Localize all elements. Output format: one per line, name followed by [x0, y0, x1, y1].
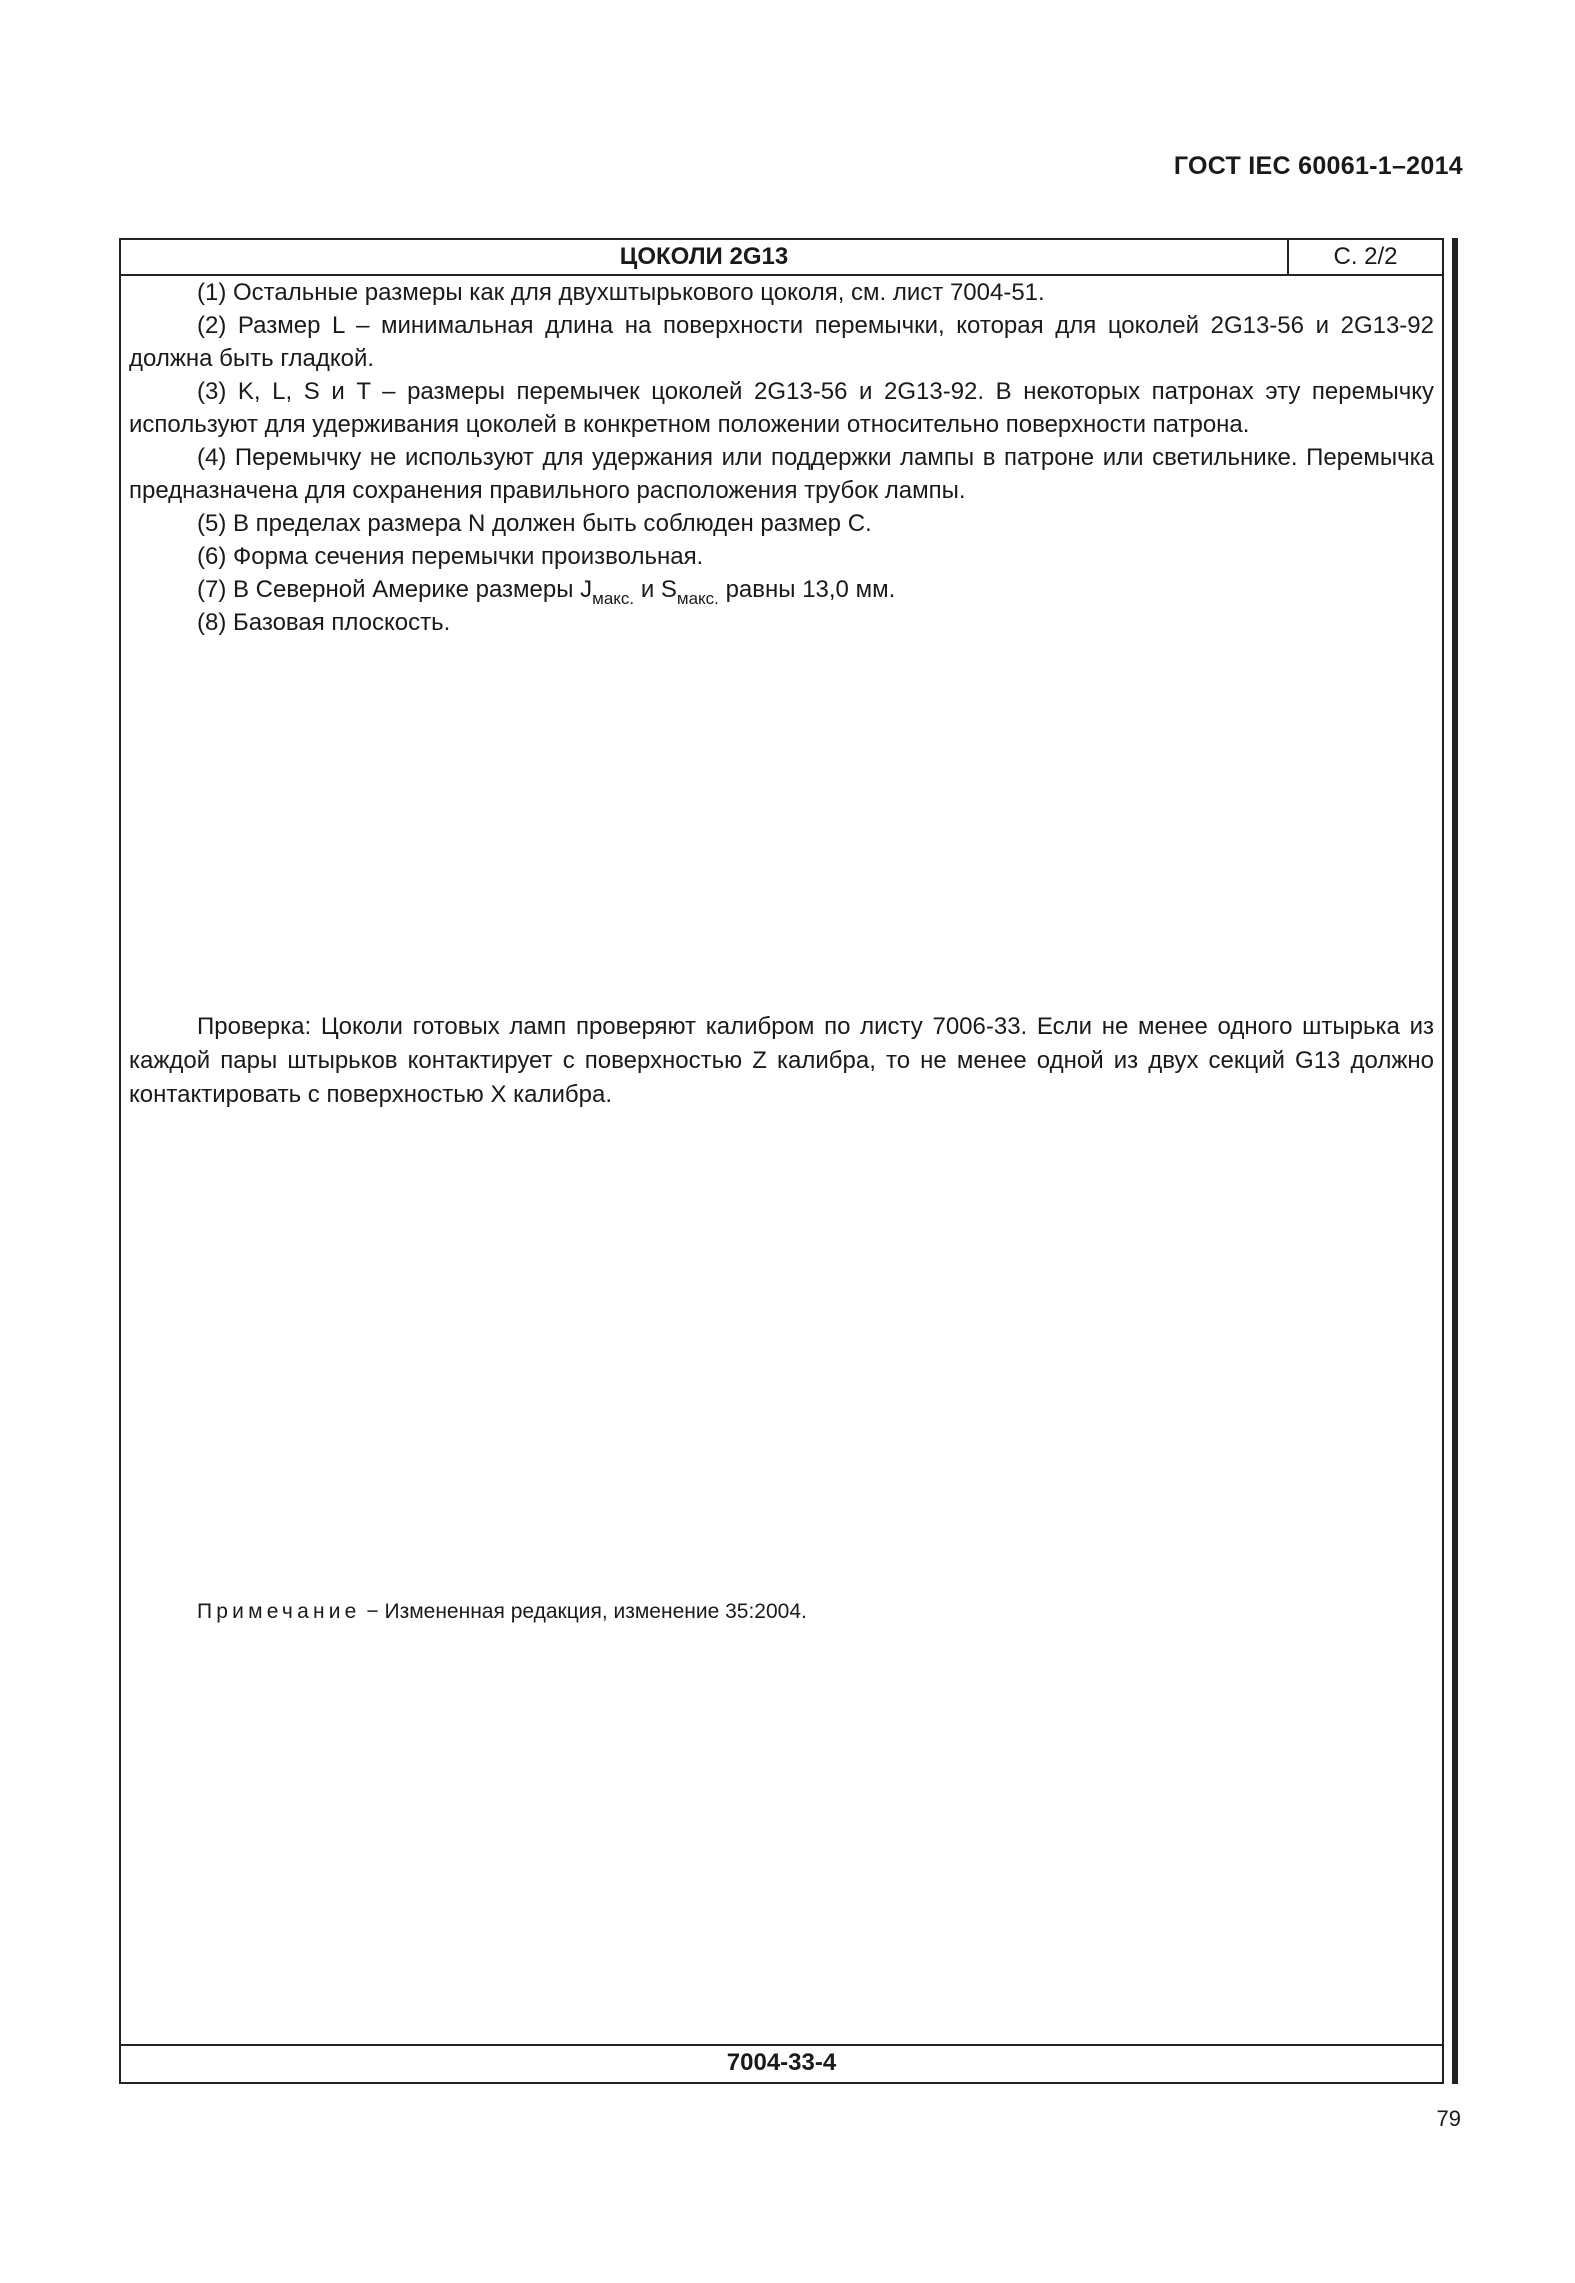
sheet-title: ЦОКОЛИ 2G13 [121, 240, 1289, 274]
verification-text: Проверка: Цоколи готовых ламп проверяют калибром по листу 7006-33. Если не менее одного штырька из каждой пары штырьков контактирует с поверхностью Z калибра, то не менее одной из двух секций G13 должно контактировать с поверхностью X калибра. [129, 1013, 1434, 1108]
note-7-prefix: (7) В Северной Америке размеры J [197, 576, 593, 603]
amendment-note [197, 1597, 1434, 1627]
note-5: (5) В пределах размера N должен быть соблюден размер С. [197, 510, 872, 537]
note-4: (4) Перемычку не используют для удержания или поддержки лампы в патроне или светильнике. Перемычка предназначена для сохранения правильного расположения трубок лампы. [129, 444, 1434, 504]
sheet-frame [119, 238, 1444, 2084]
note-2: (2) Размер L – минимальная длина на поверхности перемычки, которая для цоколей 2G13-56 и 2G13-92 должна быть гладкой. [129, 312, 1434, 372]
note-7-suffix: равны 13,0 мм. [718, 576, 896, 603]
verification-paragraph [129, 1010, 1434, 1112]
amendment-note-label: Примечание [197, 1600, 361, 1623]
note-7-mid: и S [634, 576, 677, 603]
sheet-code: 7004-33-4 [121, 2044, 1442, 2082]
amendment-note-text: − Измененная редакция, изменение 35:2004. [360, 1600, 807, 1623]
standard-title: ГОСТ IEC 60061-1–2014 [1173, 152, 1463, 180]
sheet-header [121, 240, 1442, 276]
note-8: (8) Базовая плоскость. [197, 609, 451, 636]
note-7-subscript-s: макс. [676, 589, 719, 608]
note-1: (1) Остальные размеры как для двухштырькового цоколя, см. лист 7004-51. [197, 279, 1045, 306]
note-7 [129, 573, 1434, 606]
notes-list [129, 276, 1434, 639]
note-6: (6) Форма сечения перемычки произвольная. [197, 543, 704, 570]
page-number: 79 [1436, 2106, 1461, 2131]
note-3: (3) K, L, S и T – размеры перемычек цоколей 2G13-56 и 2G13-92. В некоторых патронах эту перемычку используют для удерживания цоколей в конкретном положении относительно поверхности патрона. [129, 378, 1434, 438]
note-7-subscript-j: макс. [592, 589, 635, 608]
frame-thick-border [1452, 238, 1458, 2084]
sheet-page-label: С. 2/2 [1333, 243, 1398, 270]
